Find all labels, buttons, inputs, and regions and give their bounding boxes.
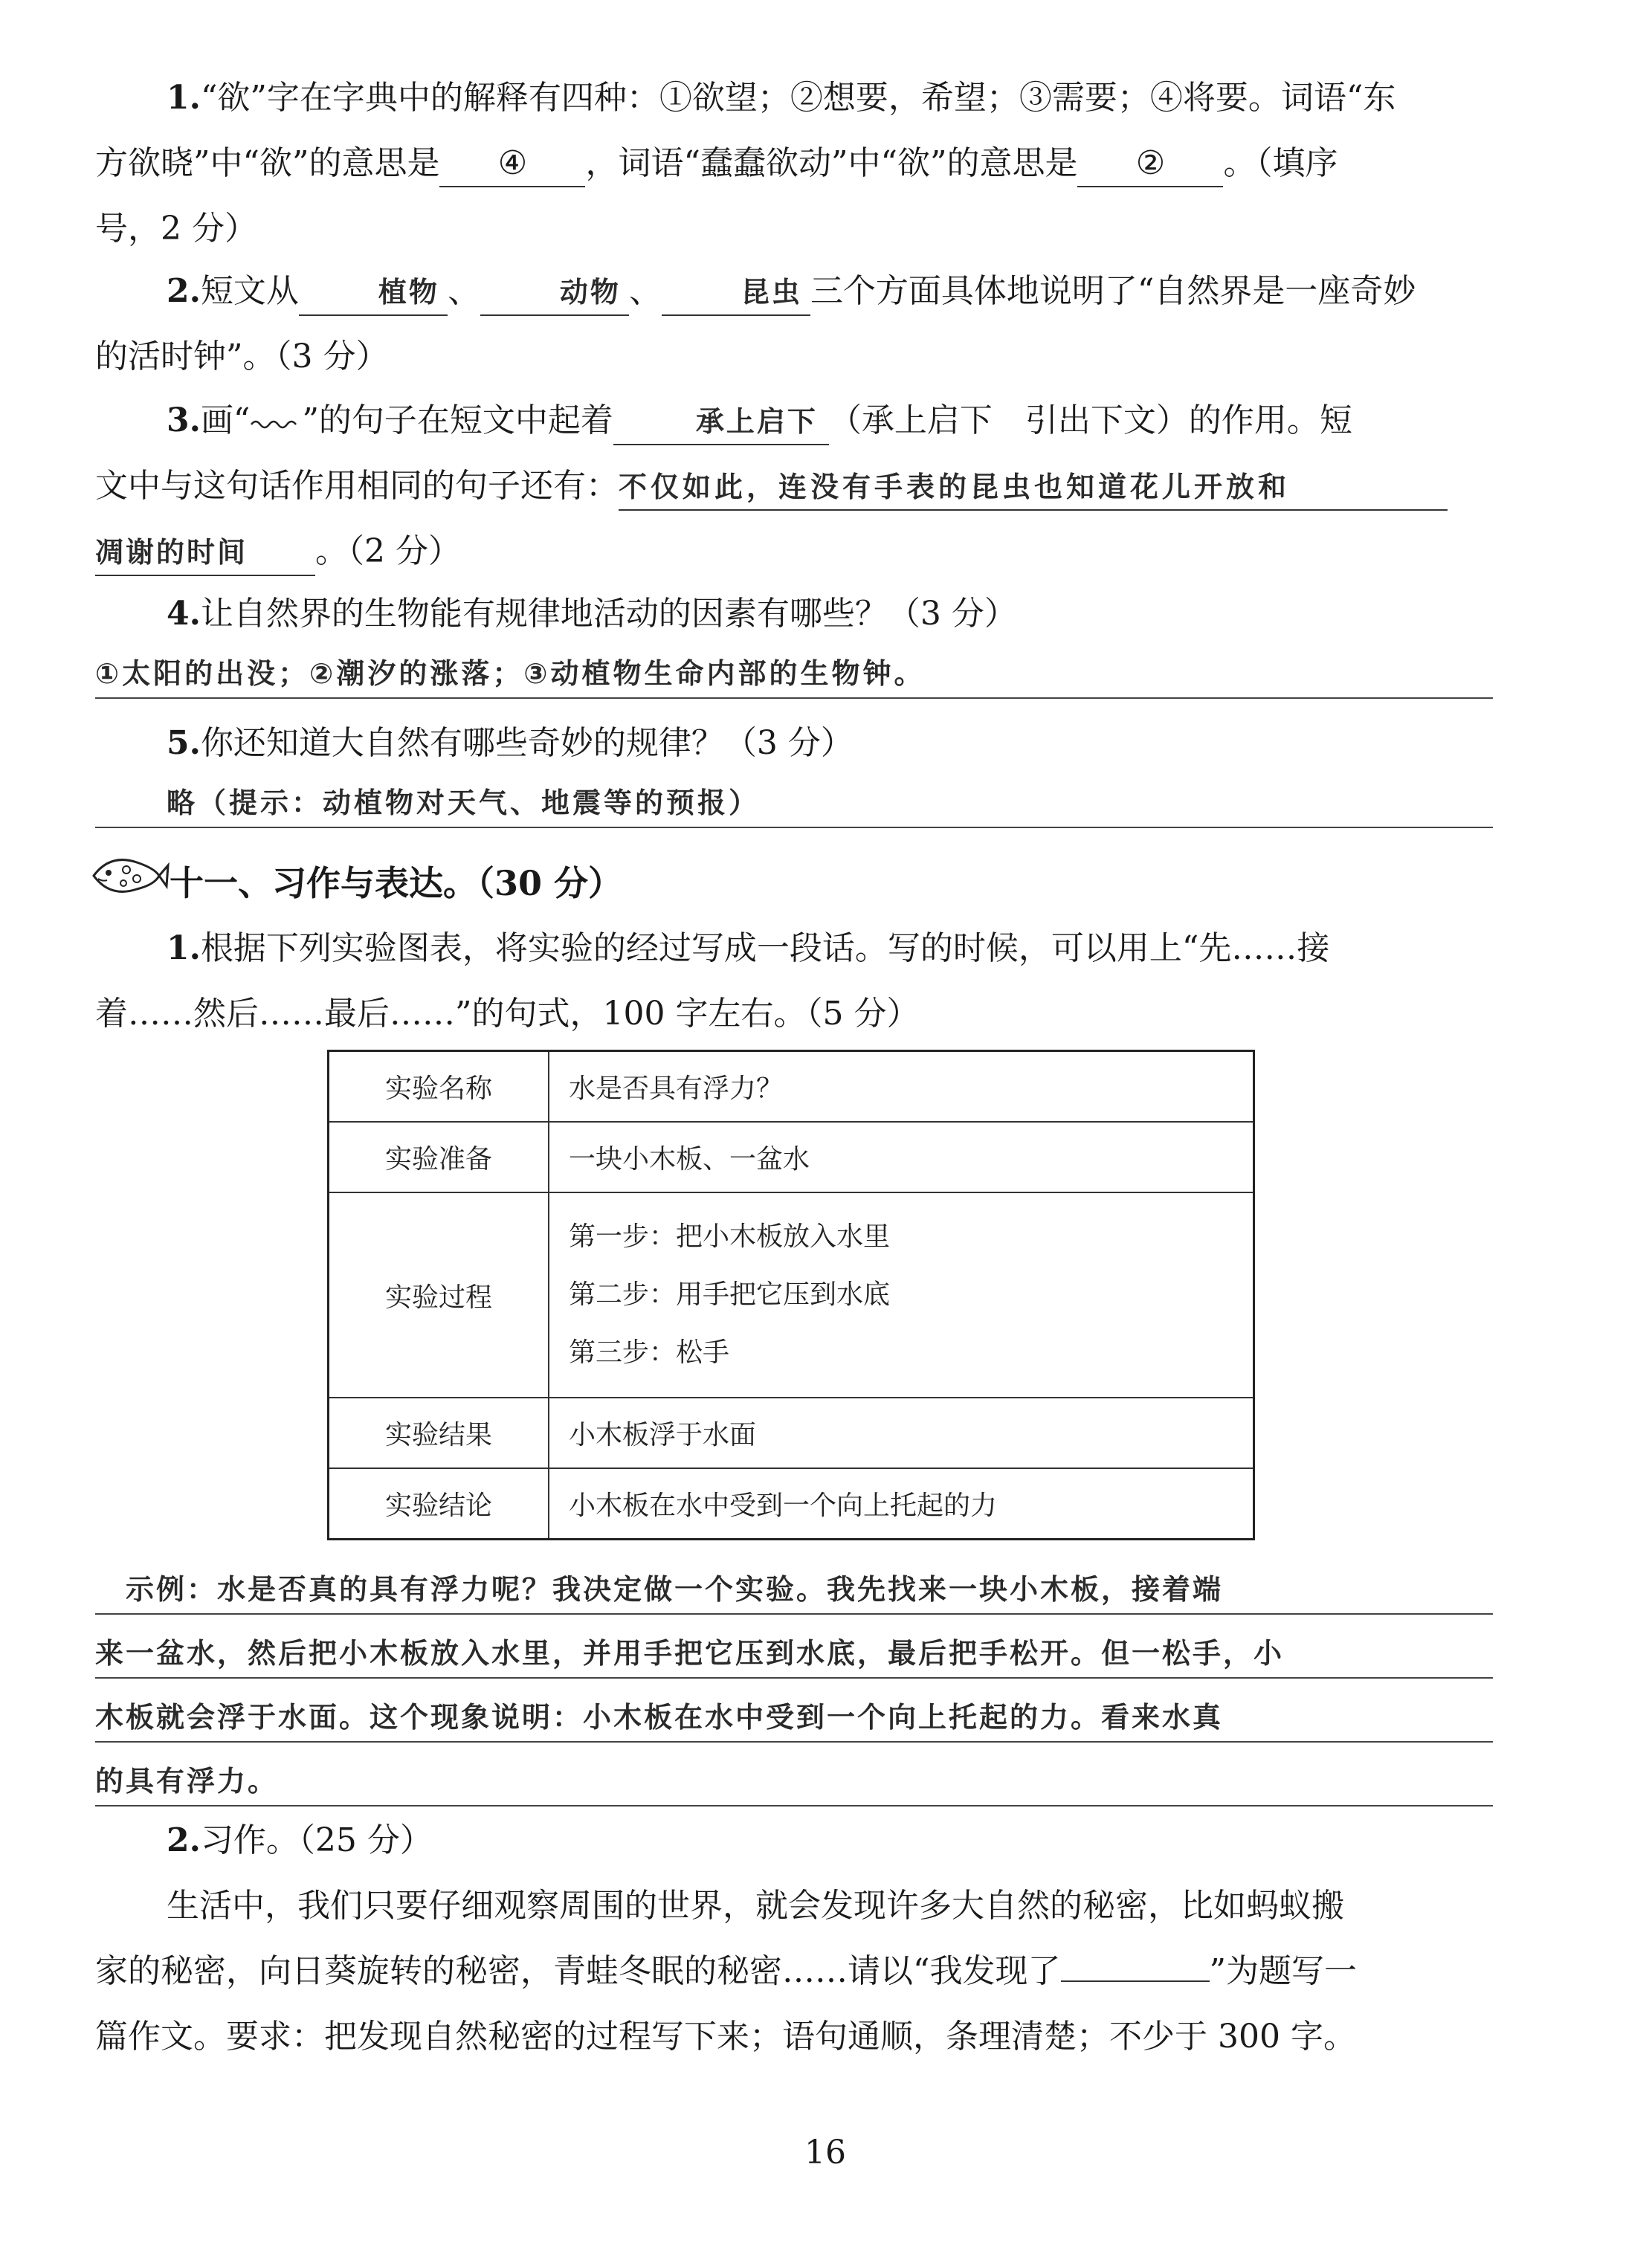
experiment-table <box>327 1050 1255 1540</box>
page-number: 16 <box>804 2134 846 2172</box>
q5-number: 5. <box>167 724 201 762</box>
q1-text-line2b: ，词语“蠢蠢欲动”中“欲”的意思是 <box>585 144 1078 182</box>
q3-answer-blank: 承上启下 <box>613 399 829 445</box>
q1-text-line2c: 。（填序 <box>1223 144 1338 182</box>
q3-answer-blank-2b: 凋谢的时间 <box>95 530 315 576</box>
table-steps <box>549 1192 1254 1398</box>
q3-text-line3: 。（2 分） <box>315 532 461 570</box>
question-5 <box>95 711 1493 776</box>
q2-number: 2. <box>167 272 201 310</box>
q4-answer-line: ①太阳的出没；②潮汐的涨落；③动植物生命内部的生物钟。 <box>95 644 1493 699</box>
q2-text-line2: 的活时钟”。（3 分） <box>95 338 389 375</box>
q5-answer-line: 略（提示：动植物对天气、地震等的预报） <box>95 773 1493 828</box>
w2-title-blank <box>1061 1980 1210 1982</box>
q2-answer-blank-3: 昆虫 <box>662 270 810 316</box>
q2-answer-blank-2: 动物 <box>480 270 629 316</box>
q1-number: 1. <box>167 79 201 117</box>
table-value: 小木板浮于水面 <box>549 1398 1254 1468</box>
q2-sep-1: 、 <box>447 272 480 310</box>
question-4 <box>95 581 1493 647</box>
table-value: 一块小木板、一盆水 <box>549 1122 1254 1192</box>
q3-suffix: （承上启下 引出下文）的作用。短 <box>828 401 1352 439</box>
w1-number: 1. <box>167 929 201 967</box>
fish-icon <box>88 846 170 905</box>
q1-answer-blank-2: ② <box>1077 141 1223 187</box>
question-3 <box>95 388 1493 584</box>
example-line-4: 的具有浮力。 <box>95 1751 1493 1806</box>
q1-text-line2a: 方欲晓”中“欲”的意思是 <box>95 144 440 182</box>
wavy-underline-icon <box>250 416 302 430</box>
w2-paragraph-line2a: 家的秘密，向日葵旋转的秘密，青蛙冬眠的秘密……请以“我发现了 <box>95 1952 1061 1990</box>
table-step: 第一步：把小木板放入水里 <box>569 1221 891 1252</box>
w2-paragraph-line1: 生活中，我们只要仔细观察周围的世界，就会发现许多大自然的秘密，比如蚂蚁搬 <box>167 1887 1344 1925</box>
q2-answer-blank-1: 植物 <box>299 270 448 316</box>
section-title: 十一、习作与表达。（30 分） <box>170 863 623 903</box>
table-key: 实验过程 <box>329 1192 549 1398</box>
q4-number: 4. <box>167 595 201 633</box>
table-key: 实验结论 <box>329 1468 549 1540</box>
q1-text-line3: 号，2 分） <box>95 210 257 248</box>
table-row <box>329 1468 1254 1540</box>
q3-number: 3. <box>167 401 201 439</box>
q2-sep-2: 、 <box>628 272 662 310</box>
example-line-2: 来一盆水，然后把小木板放入水里，并用手把它压到水底，最后把手松开。但一松手，小 <box>95 1624 1493 1679</box>
writing-task-1 <box>95 916 1493 1047</box>
question-1 <box>95 65 1493 262</box>
example-line-1: 示例：水是否真的具有浮力呢？我决定做一个实验。我先找来一块小木板，接着端 <box>95 1560 1493 1615</box>
table-step: 第二步：用手把它压到水底 <box>569 1279 891 1310</box>
q1-answer-blank-1: ④ <box>439 141 585 187</box>
table-row <box>329 1192 1254 1398</box>
table-row <box>329 1398 1254 1468</box>
q3-mid: ”的句子在短文中起着 <box>302 401 613 439</box>
q3-prefix: 画“ <box>200 401 251 439</box>
q3-answer-blank-2a: 不仅如此，连没有手表的昆虫也知道花儿开放和 <box>619 465 1448 511</box>
example-line-3: 木板就会浮于水面。这个现象说明：小木板在水中受到一个向上托起的力。看来水真 <box>95 1688 1493 1743</box>
table-key: 实验准备 <box>329 1122 549 1192</box>
table-key: 实验结果 <box>329 1398 549 1468</box>
w2-number: 2. <box>167 1821 201 1859</box>
q1-text-line1: “欲”字在字典中的解释有四种：①欲望；②想要，希望；③需要；④将要。词语“东 <box>200 79 1396 117</box>
table-value: 小木板在水中受到一个向上托起的力 <box>549 1468 1254 1540</box>
table-key: 实验名称 <box>329 1051 549 1123</box>
table-row <box>329 1051 1254 1123</box>
q3-text-line2: 文中与这句话作用相同的句子还有： <box>95 467 619 505</box>
w1-text-line2: 着……然后……最后……”的句式，100 字左右。（5 分） <box>95 995 920 1033</box>
w2-title: 习作。（25 分） <box>200 1821 433 1859</box>
q5-question: 你还知道大自然有哪些奇妙的规律？（3 分） <box>200 724 854 762</box>
q2-suffix: 三个方面具体地说明了“自然界是一座奇妙 <box>810 272 1416 310</box>
w1-text-line1: 根据下列实验图表，将实验的经过写成一段话。写的时候，可以用上“先……接 <box>200 929 1330 967</box>
table-value: 水是否具有浮力？ <box>549 1051 1254 1123</box>
writing-task-2 <box>95 1808 1493 2070</box>
q2-prefix: 短文从 <box>200 272 299 310</box>
question-2 <box>95 259 1493 390</box>
q4-question: 让自然界的生物能有规律地活动的因素有哪些？（3 分） <box>200 595 1017 633</box>
table-row <box>329 1122 1254 1192</box>
table-step: 第三步：松手 <box>569 1337 730 1368</box>
w2-paragraph-line3: 篇作文。要求：把发现自然秘密的过程写下来；语句通顺，条理清楚；不少于 300 字。 <box>95 2018 1356 2056</box>
w2-paragraph-line2b: ”为题写一 <box>1209 1952 1357 1990</box>
